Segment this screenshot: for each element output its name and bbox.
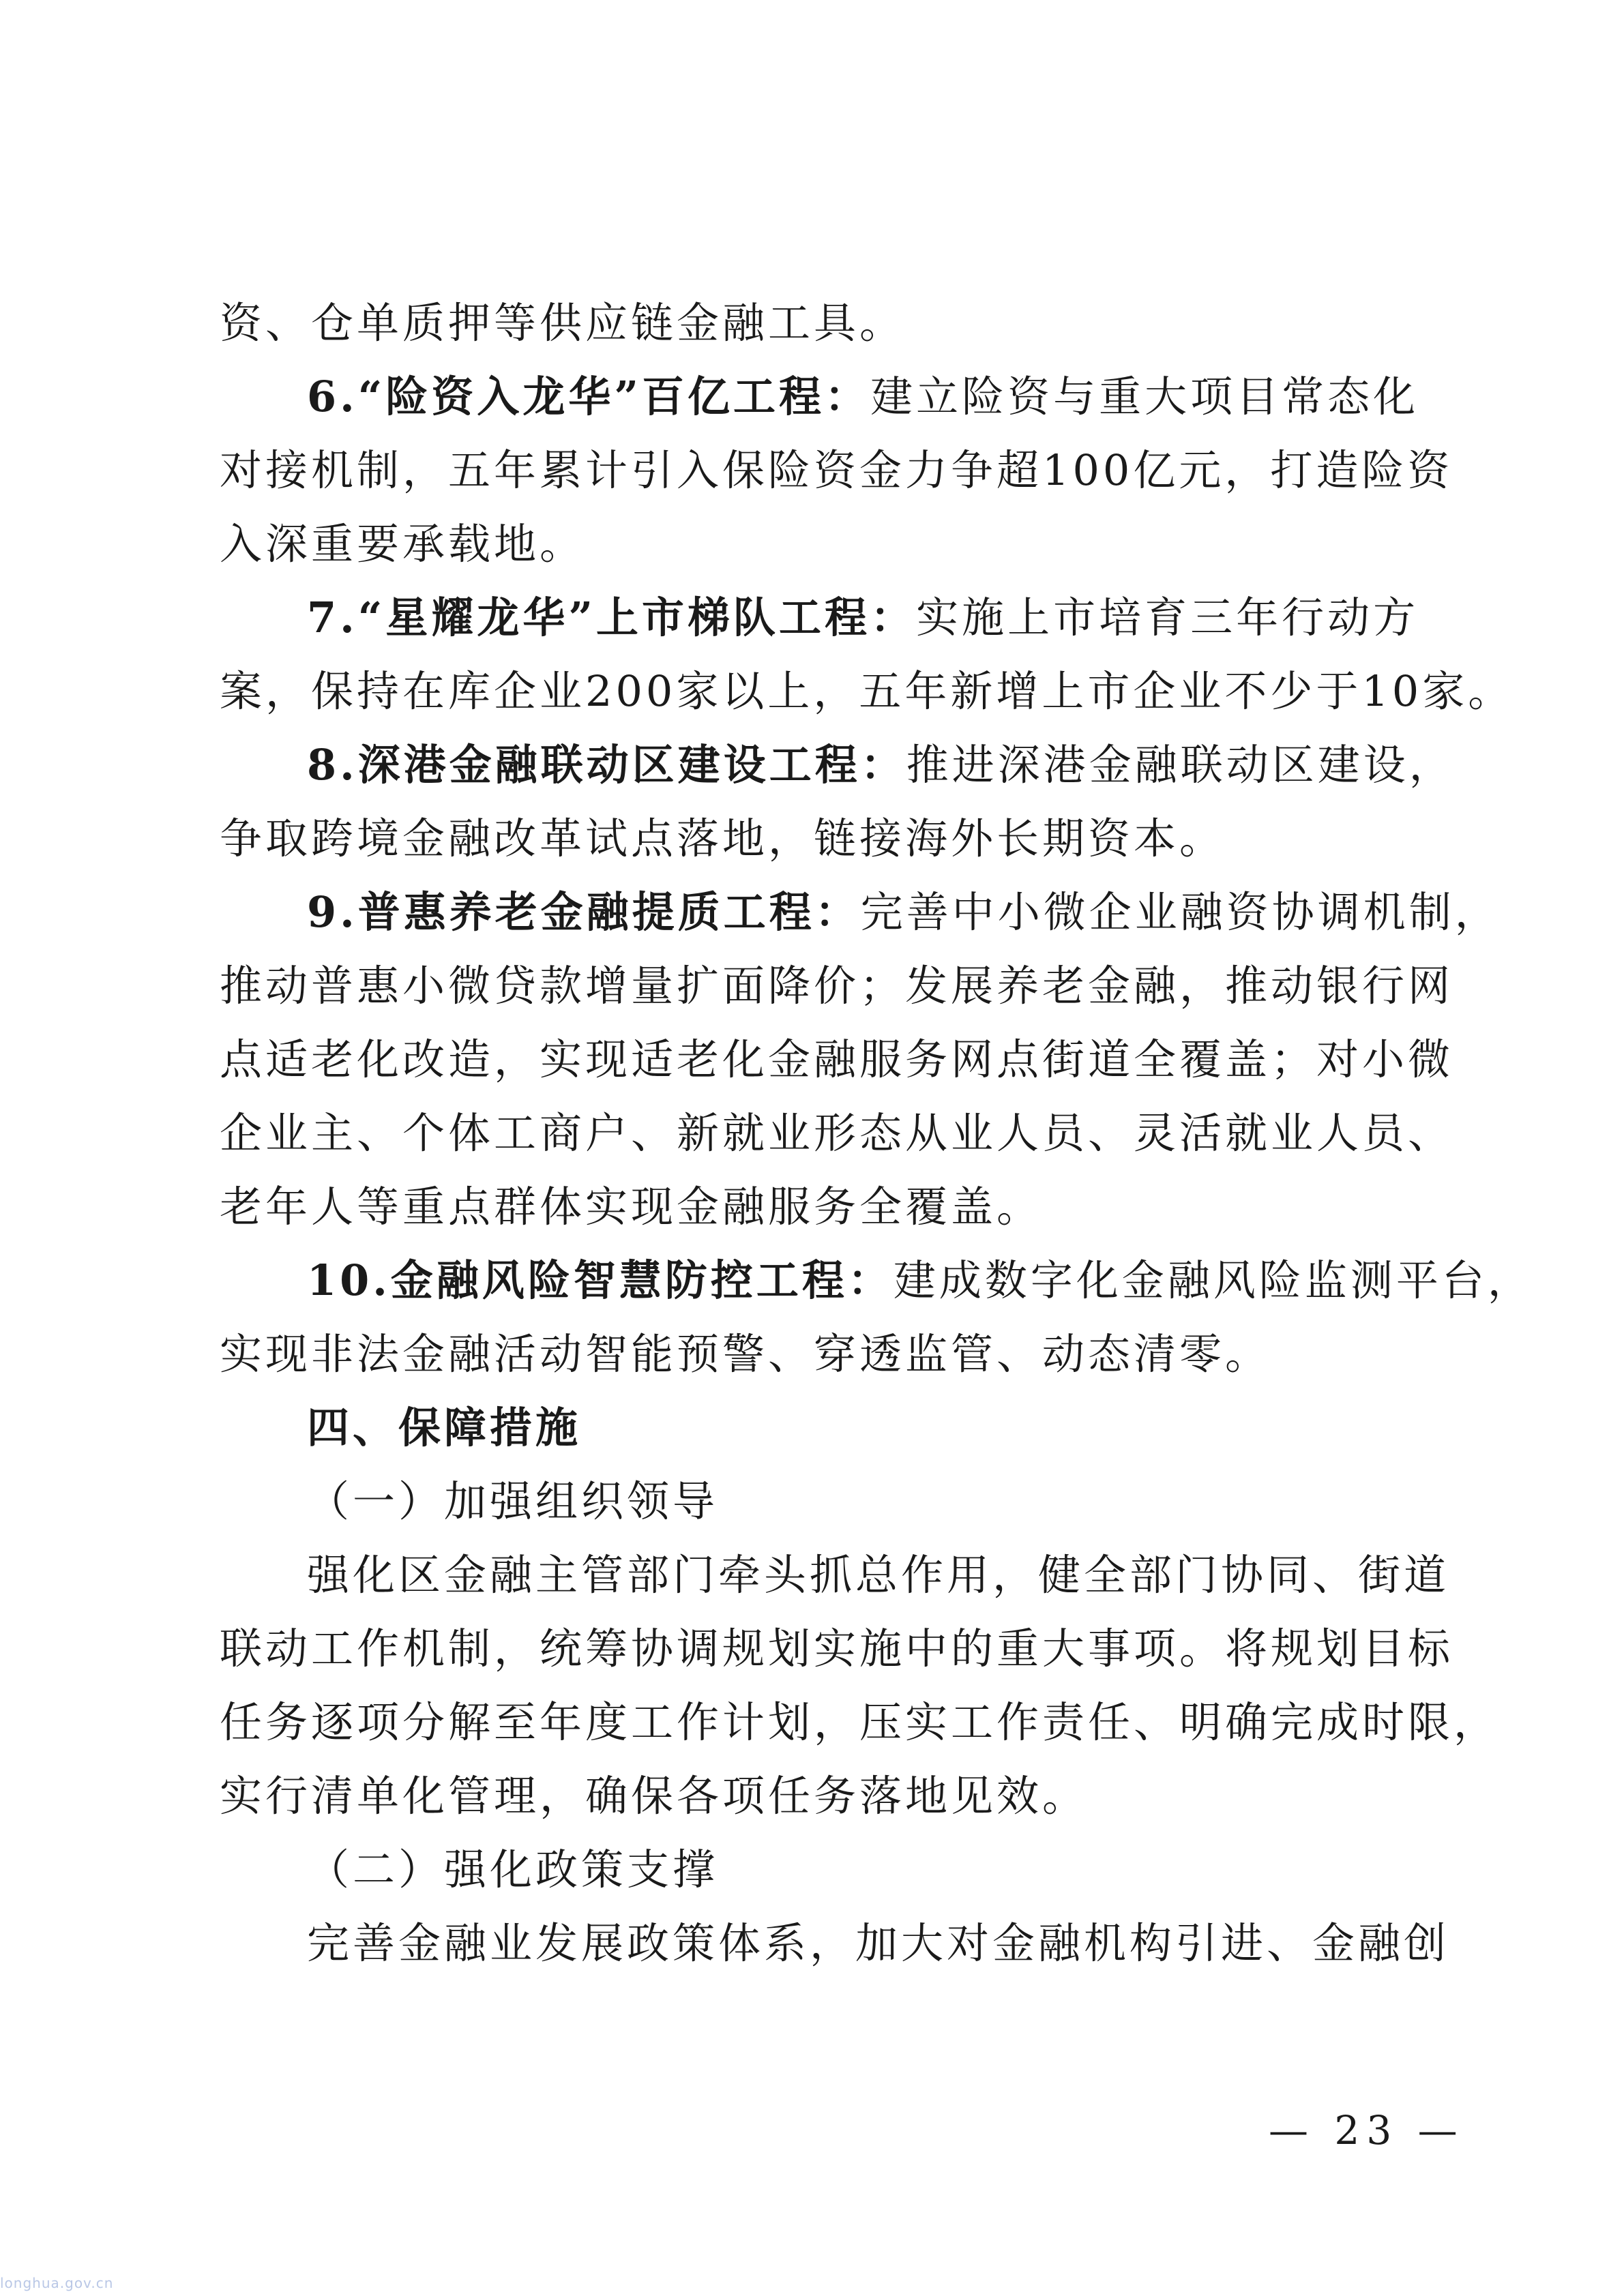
project-9-text: 完善中小微企业融资协调机制， <box>860 887 1501 937</box>
section-4-heading: 四、保障措施 <box>307 1403 582 1452</box>
paragraph-line <box>220 1097 1454 1170</box>
project-10-line <box>220 1244 1533 1317</box>
text-span: 实现非法金融活动智能预警、穿透监管、动态清零。 <box>220 1329 1271 1379</box>
project-8-title: 8.深港金融联动区建设工程： <box>307 740 906 790</box>
text-span: 强化区金融主管部门牵头抓总作用，健全部门协同、街道 <box>307 1550 1450 1600</box>
text-span: 任务逐项分解至年度工作计划，压实工作责任、明确完成时限， <box>220 1697 1500 1747</box>
text-span: 老年人等重点群体实现金融服务全覆盖。 <box>220 1182 1043 1232</box>
paragraph-line <box>220 1538 1450 1612</box>
paragraph-line <box>220 286 1427 360</box>
paragraph-line <box>220 1759 1427 1833</box>
paragraph-line <box>220 802 1427 876</box>
project-7-line <box>220 581 1427 655</box>
project-7-title: 7.“星耀龙华”上市梯队工程： <box>307 593 917 642</box>
subsection-1-heading: （一）加强组织领导 <box>307 1476 719 1526</box>
text-span: 案，保持在库企业200家以上，五年新增上市企业不少于10家。 <box>220 666 1514 716</box>
text-span: 联动工作机制，统筹协调规划实施中的重大事项。将规划目标 <box>220 1624 1454 1673</box>
watermark: longhua.gov.cn <box>0 2275 114 2291</box>
text-span: 入深重要承载地。 <box>220 519 586 569</box>
text-span: 资、仓单质押等供应链金融工具。 <box>220 298 906 348</box>
body-text <box>220 286 1533 1980</box>
paragraph-line <box>220 1317 1427 1391</box>
paragraph-line <box>220 1023 1454 1097</box>
project-8-line <box>220 728 1455 802</box>
subsection-heading <box>220 1833 1427 1907</box>
project-10-text: 建成数字化金融风险监测平台， <box>893 1255 1533 1305</box>
text-span: 实行清单化管理，确保各项任务落地见效。 <box>220 1771 1089 1821</box>
paragraph-line <box>220 1686 1500 1759</box>
project-6-line <box>220 360 1427 434</box>
project-6-title: 6.“险资入龙华”百亿工程： <box>307 372 871 421</box>
project-9-line <box>220 876 1501 949</box>
text-span: 推动普惠小微贷款增量扩面降价；发展养老金融，推动银行网 <box>220 961 1454 1011</box>
text-span: 点适老化改造，实现适老化金融服务网点街道全覆盖；对小微 <box>220 1034 1454 1084</box>
project-9-title: 9.普惠养老金融提质工程： <box>307 887 861 937</box>
project-8-text: 推进深港金融联动区建设， <box>906 740 1455 790</box>
project-10-title: 10.金融风险智慧防控工程： <box>307 1255 894 1305</box>
section-heading <box>220 1391 1427 1465</box>
paragraph-line <box>220 1170 1427 1244</box>
paragraph-line <box>220 1612 1454 1686</box>
text-span: 完善金融业发展政策体系，加大对金融机构引进、金融创 <box>307 1918 1450 1968</box>
paragraph-line <box>220 655 1514 728</box>
paragraph-line <box>220 434 1453 507</box>
subsection-2-heading: （二）强化政策支撑 <box>307 1845 719 1894</box>
paragraph-line <box>220 507 1427 581</box>
text-span: 对接机制，五年累计引入保险资金力争超100亿元，打造险资 <box>220 445 1453 495</box>
text-span: 争取跨境金融改革试点落地，链接海外长期资本。 <box>220 814 1226 863</box>
text-span: 企业主、个体工商户、新就业形态从业人员、灵活就业人员、 <box>220 1108 1454 1158</box>
project-6-text: 建立险资与重大项目常态化 <box>870 372 1419 421</box>
project-7-text: 实施上市培育三年行动方 <box>916 593 1419 642</box>
paragraph-line <box>220 1907 1450 1980</box>
paragraph-line <box>220 949 1454 1023</box>
page-number: — 23 — <box>1269 2107 1464 2153</box>
subsection-heading <box>220 1465 1427 1538</box>
